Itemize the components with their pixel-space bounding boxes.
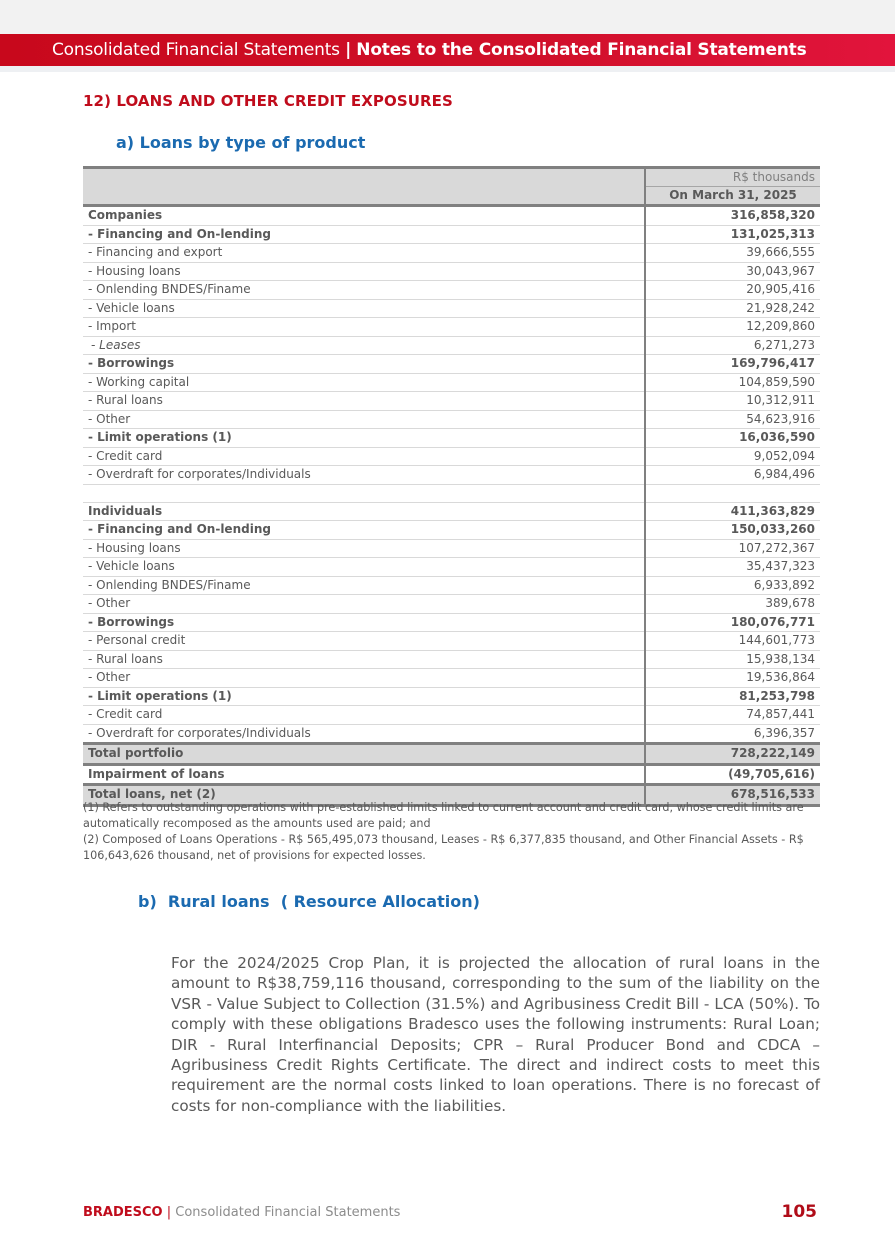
table-row	[83, 669, 820, 688]
row-label: - Rural loans	[83, 392, 645, 411]
footnote-1: (1) Refers to outstanding operations with pre-established limits linked to current account and credit card, whose credit limits are automatically recomposed as the amounts used are paid; and	[83, 801, 804, 830]
row-value: 169,796,417	[645, 355, 820, 374]
row-label: - Overdraft for corporates/Individuals	[83, 724, 645, 744]
row-value: 54,623,916	[645, 410, 820, 429]
row-value: 316,858,320	[645, 206, 820, 226]
table-row	[83, 244, 820, 263]
header-blank-cell	[83, 168, 645, 187]
row-value	[645, 484, 820, 502]
subsection-a-title: a) Loans by type of product	[116, 133, 366, 152]
table-row	[83, 539, 820, 558]
table-row	[83, 355, 820, 374]
table-row	[83, 764, 820, 785]
footer-separator: |	[166, 1205, 172, 1220]
footnote-2: (2) Composed of Loans Operations - R$ 565,495,073 thousand, Leases - R$ 6,377,835 thousand, and Other Financial Assets - R$ 106,643,626 thousand, net of provisions for expected losses.	[83, 833, 804, 862]
table-row	[83, 613, 820, 632]
row-label: - Housing loans	[83, 539, 645, 558]
row-label: - Credit card	[83, 706, 645, 725]
row-value: 35,437,323	[645, 558, 820, 577]
row-label: Impairment of loans	[83, 764, 645, 785]
header-section: Consolidated Financial Statements	[52, 40, 340, 60]
table-row	[83, 521, 820, 540]
row-value: 389,678	[645, 595, 820, 614]
row-label: - Overdraft for corporates/Individuals	[83, 466, 645, 485]
row-label: - Financing and On-lending	[83, 521, 645, 540]
table-row	[83, 558, 820, 577]
loans-by-product-table	[83, 166, 820, 807]
row-label: - Housing loans	[83, 262, 645, 281]
row-value: 16,036,590	[645, 429, 820, 448]
row-value: 12,209,860	[645, 318, 820, 337]
table-footnotes	[83, 800, 823, 864]
footer-brand: BRADESCO	[83, 1205, 163, 1220]
row-label: - Personal credit	[83, 632, 645, 651]
note-title: 12) LOANS AND OTHER CREDIT EXPOSURES	[83, 92, 453, 110]
row-label: - Borrowings	[83, 613, 645, 632]
table-row	[83, 392, 820, 411]
row-value: (49,705,616)	[645, 764, 820, 785]
column-header-date: On March 31, 2025	[645, 187, 820, 206]
header-subsection: Notes to the Consolidated Financial Statements	[356, 40, 807, 60]
row-label: - Financing and On-lending	[83, 225, 645, 244]
table-row	[83, 650, 820, 669]
table-row	[83, 576, 820, 595]
rural-loans-paragraph: For the 2024/2025 Crop Plan, it is projected the allocation of rural loans in the amount to R$38,759,116 thousand, corresponding to the sum of the liability on the VSR - Value Subject to Collection (31.5%) and Agribusiness Credit Bill - LCA (50%). To comply with these obligations Bradesco uses the following instruments: Rural Loan; DIR - Rural Interfinancial Deposits; CPR – Rural Producer Bond and CDCA – Agribusiness Credit Rights Certificate. The direct and indirect costs to meet this requirement are the normal costs linked to loan operations. There is no forecast of costs for non-compliance with the liabilities.	[171, 954, 820, 1115]
table-row	[83, 206, 820, 226]
row-value: 728,222,149	[645, 744, 820, 765]
table-row	[83, 447, 820, 466]
table-row	[83, 724, 820, 744]
table-row	[83, 318, 820, 337]
row-label: Total portfolio	[83, 744, 645, 765]
row-value: 6,396,357	[645, 724, 820, 744]
header-shadow	[0, 66, 895, 72]
row-label: - Financing and export	[83, 244, 645, 263]
row-label: Companies	[83, 206, 645, 226]
table-header-row-date	[83, 187, 820, 206]
table-row	[83, 595, 820, 614]
table-row	[83, 429, 820, 448]
table-row	[83, 262, 820, 281]
row-value: 6,933,892	[645, 576, 820, 595]
row-value: 107,272,367	[645, 539, 820, 558]
row-label: - Other	[83, 669, 645, 688]
top-margin	[0, 0, 895, 34]
table-row	[83, 687, 820, 706]
row-label: - Credit card	[83, 447, 645, 466]
table-row	[83, 281, 820, 300]
footer-title: Consolidated Financial Statements	[175, 1205, 401, 1220]
row-value: 10,312,911	[645, 392, 820, 411]
header-blank-cell	[83, 187, 645, 206]
page-header-banner	[0, 34, 895, 66]
row-value: 21,928,242	[645, 299, 820, 318]
row-value: 9,052,094	[645, 447, 820, 466]
row-value: 6,984,496	[645, 466, 820, 485]
row-value: 81,253,798	[645, 687, 820, 706]
row-label: - Limit operations (1)	[83, 429, 645, 448]
row-label: - Import	[83, 318, 645, 337]
page-footer	[83, 1205, 400, 1220]
table-row	[83, 373, 820, 392]
row-value: 19,536,864	[645, 669, 820, 688]
row-value: 15,938,134	[645, 650, 820, 669]
subsection-b-title: b) Rural loans ( Resource Allocation)	[138, 892, 480, 911]
row-value: 131,025,313	[645, 225, 820, 244]
row-label: - Vehicle loans	[83, 558, 645, 577]
row-value: 39,666,555	[645, 244, 820, 263]
unit-label: R$ thousands	[645, 168, 820, 187]
row-value: 30,043,967	[645, 262, 820, 281]
row-label: Total loans, net (2)	[83, 785, 645, 806]
row-value: 104,859,590	[645, 373, 820, 392]
row-value: 144,601,773	[645, 632, 820, 651]
table-row	[83, 299, 820, 318]
table-row	[83, 632, 820, 651]
table-row	[83, 225, 820, 244]
table-row	[83, 744, 820, 765]
row-label: - Other	[83, 595, 645, 614]
row-value: 6,271,273	[645, 336, 820, 355]
table-header-row-unit	[83, 168, 820, 187]
row-label: - Onlending BNDES/Finame	[83, 281, 645, 300]
row-label: - Working capital	[83, 373, 645, 392]
row-value: 678,516,533	[645, 785, 820, 806]
row-label: - Other	[83, 410, 645, 429]
row-value: 20,905,416	[645, 281, 820, 300]
row-value: 150,033,260	[645, 521, 820, 540]
row-value: 180,076,771	[645, 613, 820, 632]
row-label: - Leases	[83, 336, 645, 355]
row-label: Individuals	[83, 502, 645, 521]
row-label: - Rural loans	[83, 650, 645, 669]
table-row	[83, 466, 820, 485]
table-row	[83, 484, 820, 502]
table-row	[83, 502, 820, 521]
table-row	[83, 706, 820, 725]
header-separator: |	[345, 40, 352, 60]
page-number: 105	[781, 1202, 817, 1222]
table-row	[83, 410, 820, 429]
row-label: - Onlending BNDES/Finame	[83, 576, 645, 595]
row-label: - Vehicle loans	[83, 299, 645, 318]
row-value: 411,363,829	[645, 502, 820, 521]
row-value: 74,857,441	[645, 706, 820, 725]
table-row	[83, 336, 820, 355]
row-label	[83, 484, 645, 502]
row-label: - Limit operations (1)	[83, 687, 645, 706]
row-label: - Borrowings	[83, 355, 645, 374]
